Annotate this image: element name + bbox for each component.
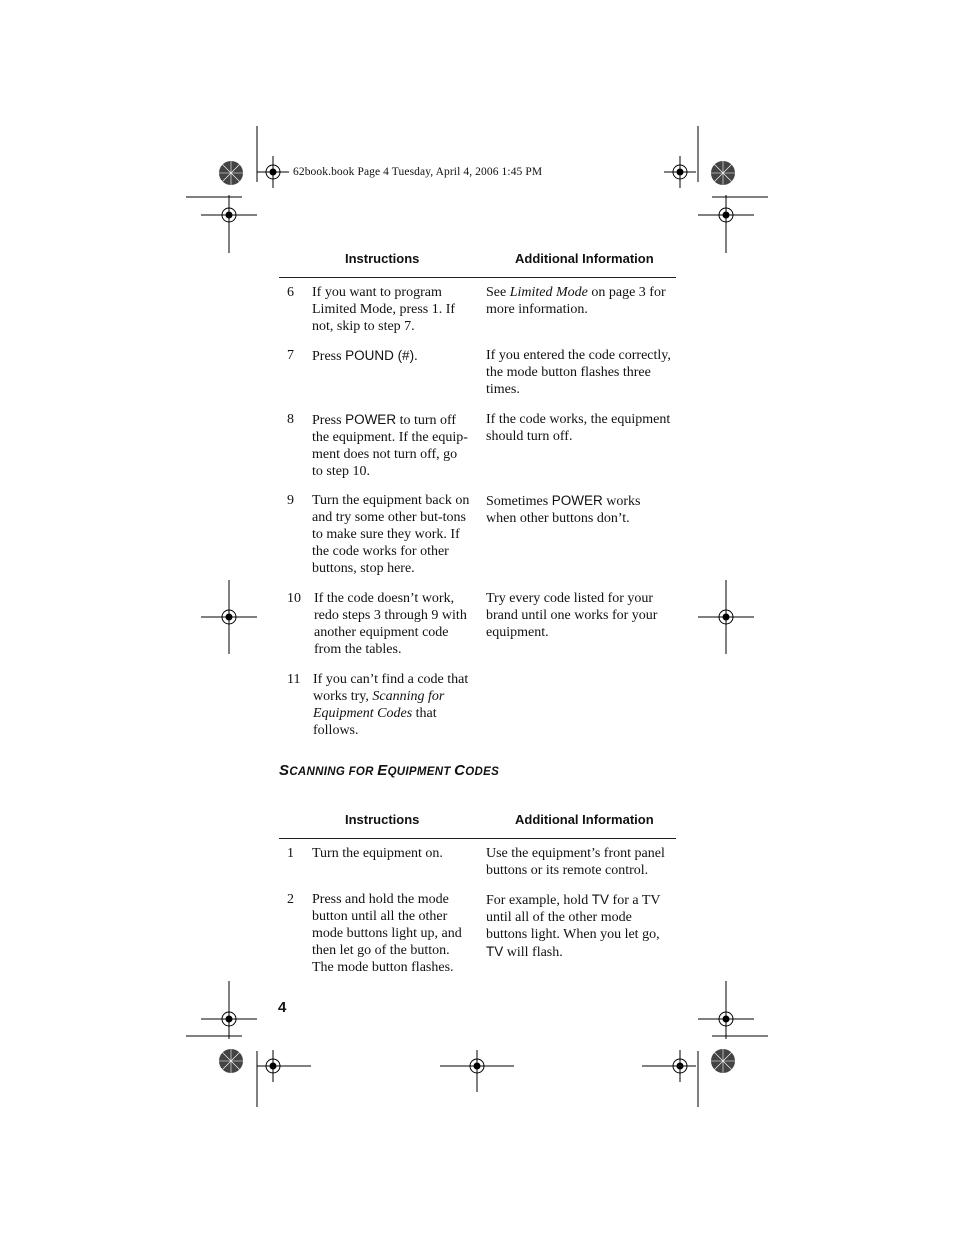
step-number: 6 xyxy=(287,285,294,300)
step-number: 7 xyxy=(287,348,294,363)
column-header-instructions: Instructions xyxy=(345,251,420,266)
step-instruction: Press POUND (#). xyxy=(312,348,418,364)
step-number: 8 xyxy=(287,412,294,427)
step-instruction: Press POWER to turn off the equipment. If the equip-ment does not turn off, go to step 10. xyxy=(312,412,468,479)
step-instruction: Turn the equipment on. xyxy=(312,846,443,861)
step-instruction: If the code doesn’t work, redo steps 3 through 9 with another equipment code from the tables. xyxy=(314,591,467,657)
step-info: See Limited Mode on page 3 for more information. xyxy=(486,285,666,317)
step-info: Try every code listed for your brand until one works for your equipment. xyxy=(486,591,658,640)
step-number: 10 xyxy=(287,591,301,606)
step-info: If you entered the code correctly, the mode button flashes three times. xyxy=(486,348,671,397)
table-rule xyxy=(279,838,676,839)
table-rule xyxy=(279,277,676,278)
column-header-additional-information: Additional Information xyxy=(515,812,654,827)
step-number: 2 xyxy=(287,892,294,907)
step-number: 1 xyxy=(287,846,294,861)
page-number: 4 xyxy=(278,999,287,1016)
crosshair-icon xyxy=(201,156,754,1092)
column-header-additional-information: Additional Information xyxy=(515,251,654,266)
print-slug: 62book.book Page 4 Tuesday, April 4, 2006 1:45 PM xyxy=(293,166,543,178)
step-instruction: Turn the equipment back on and try some other but-tons to make sure they work. If the code works for other buttons, stop here. xyxy=(312,493,470,576)
step-info: For example, hold TV for a TV until all of the other mode buttons light. When you let go, TV will flash. xyxy=(486,892,661,960)
step-instruction: If you can’t find a code that works try, Scanning for Equipment Codes that follows. xyxy=(313,672,469,738)
step-number: 9 xyxy=(287,493,294,508)
step-instruction: Press and hold the mode button until all the other mode buttons light up, and then let go of the button. The mode button flashes. xyxy=(312,892,462,975)
step-info: Sometimes POWER works when other buttons don’t. xyxy=(486,493,641,526)
section-heading: SCANNING FOR EQUIPMENT CODES xyxy=(279,762,500,779)
column-header-instructions: Instructions xyxy=(345,812,420,827)
step-number: 11 xyxy=(287,672,301,687)
step-info: If the code works, the equipment should turn off. xyxy=(486,412,671,444)
step-info: Use the equipment’s front panel buttons or its remote control. xyxy=(486,846,665,878)
step-instruction: If you want to program Limited Mode, press 1. If not, skip to step 7. xyxy=(312,285,456,334)
